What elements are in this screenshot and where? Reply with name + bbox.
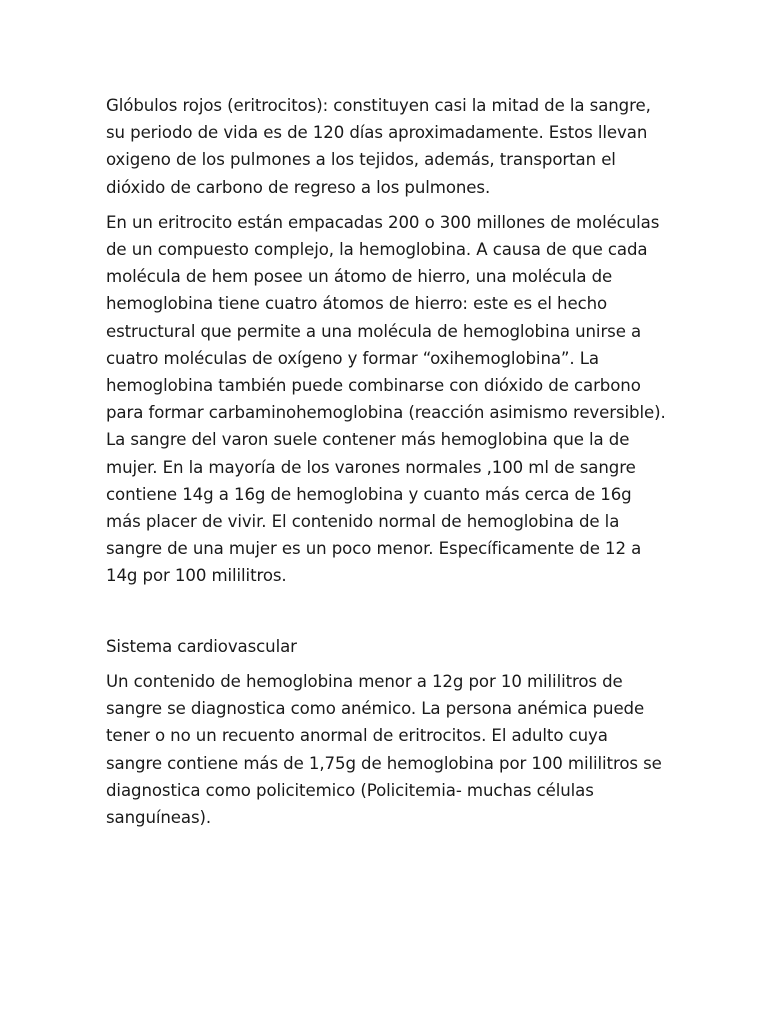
paragraph-globulos-rojos: Glóbulos rojos (eritrocitos): constituyen casi la mitad de la sangre, su periodo de vida es de 120 días aproximadamente. Estos llevan oxigeno de los pulmones a los tejidos, además, transportan el dióxido de carbono de regreso a los pulmones. bbox=[106, 96, 651, 197]
paragraph-hemoglobina: En un eritrocito están empacadas 200 o 300 millones de moléculas de un compuesto complejo, la hemoglobina. A causa de que cada molécula de hem posee un átomo de hierro, una molécula de hemoglobina tiene cuatro átomos de hierro: este es el hecho estructural que permite a una molécula de hemoglobina unirse a cuatro moléculas de oxígeno y formar “oxihemoglobina”. La hemoglobina también puede combinarse con dióxido de carbono para formar carbaminohemoglobina (reacción asimismo reversible). La sangre del varon suele contener más hemoglobina que la de mujer. En la mayoría de los varones normales ,100 ml de sangre contiene 14g a 16g de hemoglobina y cuanto más cerca de 16g más placer de vivir. El contenido normal de hemoglobina de la sangre de una mujer es un poco menor. Específicamente de 12 a 14g por 100 mililitros. bbox=[106, 212, 666, 586]
paragraph-sistema-cardiovascular: Un contenido de hemoglobina menor a 12g por 10 mililitros de sangre se diagnostica como anémico. La persona anémica puede tener o no un recuento anormal de eritrocitos. El adulto cuya sangre contiene más de 1,75g de hemoglobina por 100 mililitros se diagnostica como policitemico (Policitemia- muchas células sanguíneas). bbox=[106, 672, 662, 828]
document-body bbox=[106, 92, 666, 839]
blank-line bbox=[106, 598, 666, 625]
section-heading: Sistema cardiovascular bbox=[106, 636, 297, 656]
